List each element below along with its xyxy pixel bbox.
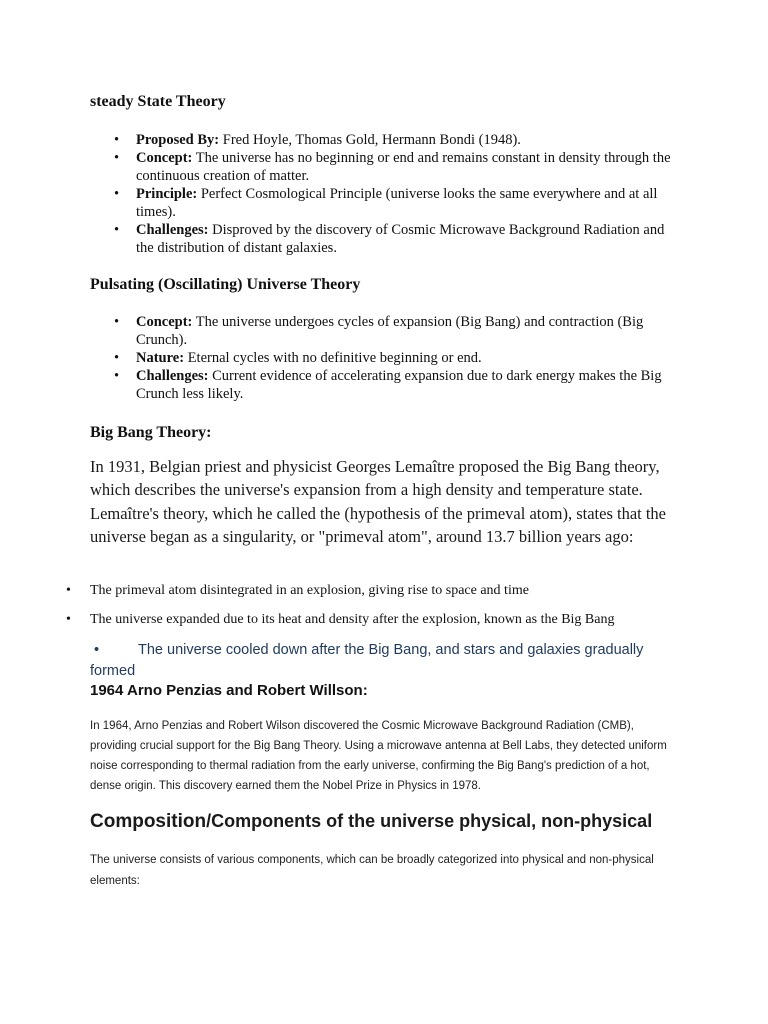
bullet-icon: • — [114, 132, 120, 148]
item-text: Current evidence of accelerating expansion due to dark energy makes the Big Crunch less likely. — [136, 368, 662, 402]
pulsating-heading: Pulsating (Oscillating) Universe Theory — [90, 276, 361, 293]
bullet-icon: • — [114, 314, 120, 330]
penzias-heading: 1964 Arno Penzias and Robert Willson: — [90, 682, 368, 699]
list-item — [0, 185, 680, 221]
item-label: Nature: — [136, 350, 185, 366]
steady-state-heading: steady State Theory — [90, 93, 226, 110]
bullet-icon: • — [66, 583, 71, 598]
list-item — [0, 349, 680, 367]
pulsating-list — [0, 313, 680, 403]
item-label: Challenges: — [136, 368, 209, 384]
item-text: The universe cooled down after the Big Bang, and stars and galaxies gradually formed — [90, 642, 644, 679]
list-item — [0, 367, 680, 403]
list-item — [0, 149, 680, 185]
big-bang-paragraph: In 1931, Belgian priest and physicist Georges Lemaître proposed the Big Bang theory, which describes the universe's expansion from a high density and temperature state. Lemaître's theory, which he called the (hypothesis of the primeval atom), states that the universe began as a singularity, or "primeval atom", around 13.7 billion years ago: — [90, 457, 667, 546]
list-item — [0, 221, 680, 257]
list-item — [0, 131, 680, 149]
list-item — [0, 313, 680, 349]
bullet-icon: • — [114, 222, 120, 238]
item-text: Disproved by the discovery of Cosmic Microwave Background Radiation and the distribution of distant galaxies. — [136, 222, 665, 256]
item-text: The universe expanded due to its heat and density after the explosion, known as the Big Bang — [90, 612, 615, 627]
item-label: Concept: — [136, 150, 193, 166]
big-bang-heading: Big Bang Theory: — [90, 424, 212, 441]
item-text: Perfect Cosmological Principle (universe looks the same everywhere and at all times). — [136, 186, 658, 220]
composition-heading — [90, 811, 652, 833]
penzias-paragraph: In 1964, Arno Penzias and Robert Wilson discovered the Cosmic Microwave Background Radiation (CMB), providing crucial support for the Big Bang Theory. Using a microwave antenna at Bell Labs, they detected uniform noise corresponding to thermal radiation from the early universe, confirming the Big Bang's prediction of a hot, dense origin. This discovery earned them the Nobel Prize in Physics in 1978. — [90, 720, 667, 792]
composition-paragraph: The universe consists of various components, which can be broadly categorized into physical and non-physical elements: — [90, 854, 654, 887]
composition-heading-part1: Composition — [90, 811, 207, 832]
steady-state-list — [0, 131, 680, 257]
bullet-icon: • — [114, 350, 120, 366]
item-label: Proposed By: — [136, 132, 220, 148]
item-text: Eternal cycles with no definitive beginning or end. — [184, 350, 482, 366]
bullet-icon: • — [114, 368, 120, 384]
cooled-bullet — [90, 640, 690, 682]
bullet-icon: • — [114, 150, 120, 166]
item-label: Principle: — [136, 186, 198, 202]
item-text: The universe undergoes cycles of expansion (Big Bang) and contraction (Big Crunch). — [136, 314, 644, 348]
item-label: Concept: — [136, 314, 193, 330]
item-text: The primeval atom disintegrated in an explosion, giving rise to space and time — [90, 583, 529, 598]
item-text: Fred Hoyle, Thomas Gold, Hermann Bondi (1948). — [219, 132, 521, 148]
composition-heading-part2: /Components of the universe physical, non-physical — [206, 811, 653, 831]
item-text: The universe has no beginning or end and remains constant in density through the continuous creation of matter. — [136, 150, 671, 184]
bullet-icon: • — [66, 612, 71, 627]
bullet-icon: • — [94, 642, 100, 658]
bullet-icon: • — [114, 186, 120, 202]
item-label: Challenges: — [136, 222, 209, 238]
